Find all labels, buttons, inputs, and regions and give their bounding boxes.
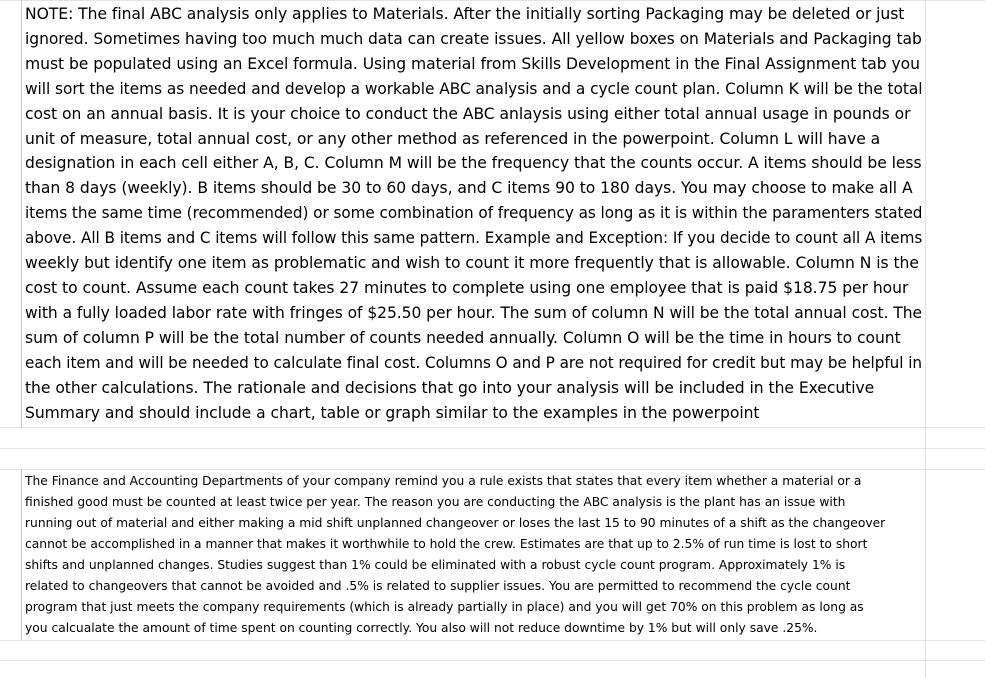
finance-line: running out of material and either making a mid shift unplanned changeover or loses the last 15 to 90 minutes of a shift as the changeover — [25, 516, 886, 530]
finance-line: you calcualate the amount of time spent on counting correctly. You also will not reduce downtime by 1% but will only save .25%. — [25, 621, 818, 635]
finance-line: finished good must be counted at least twice per year. The reason you are conducting the ABC analysis is the plant has an issue with — [25, 495, 846, 509]
note-line: items the same time (recommended) or some combination of frequency as long as it is within the paramenters stated — [25, 204, 923, 223]
note-line: will sort the items as needed and develop a workable ABC analysis and a cycle count plan. Column K will be the total — [25, 79, 923, 98]
note-line: with a fully loaded labor rate with fringes of $25.50 per hour. The sum of column N will be the total annual cost. The — [25, 303, 922, 322]
row-gridline — [0, 448, 985, 449]
finance-line: The Finance and Accounting Departments of your company remind you a rule exists that states that every item whether a material or a — [25, 474, 862, 488]
note-line: ignored. Sometimes having too much much data can create issues. All yellow boxes on Materials and Packaging tab — [25, 29, 922, 48]
finance-rule-cell[interactable] — [21, 470, 925, 640]
note-line: cost on an annual basis. It is your choice to conduct the ABC anlaysis using either total annual usage in pounds or — [25, 104, 911, 123]
note-line: cost to count. Assume each count takes 27 minutes to complete using one employee that is paid $18.75 per hour — [25, 278, 909, 297]
note-line: weekly but identify one item as problematic and wish to count it more frequently that is allowable. Column N is the — [25, 254, 919, 273]
note-line: designation in each cell either A, B, C. Column M will be the frequency that the counts occur. A items should be less — [25, 154, 922, 173]
row-gridline — [0, 640, 985, 641]
finance-line: cannot be accomplished in a manner that makes it worthwhile to hold the crew. Estimates are that up to 2.5% of run time is lost to short — [25, 537, 868, 551]
note-line: unit of measure, total annual cost, or any other method as referenced in the powerpoint. Column L will have a — [25, 129, 881, 148]
finance-line: related to changeovers that cannot be avoided and .5% is related to supplier issues. You are permitted to recommend the cycle count — [25, 579, 851, 593]
finance-line: program that just meets the company requirements (which is already partially in place) and you will get 70% on this problem as long as — [25, 600, 864, 614]
column-gridline — [925, 0, 926, 678]
finance-line: shifts and unplanned changes. Studies suggest than 1% could be eliminated with a robust cycle count program. Approximately 1% is — [25, 558, 846, 572]
row-gridline — [0, 427, 985, 428]
note-cell[interactable] — [21, 0, 925, 427]
note-line: NOTE: The final ABC analysis only applies to Materials. After the initially sorting Packaging may be deleted or just — [25, 5, 905, 23]
note-line: than 8 days (weekly). B items should be 30 to 60 days, and C items 90 to 180 days. You may choose to make all A — [25, 179, 913, 198]
note-line: above. All B items and C items will follow this same pattern. Example and Exception: If you decide to count all A items — [25, 229, 923, 248]
note-line: each item and will be needed to calculate final cost. Columns O and P are not required for credit but may be helpful in — [25, 353, 922, 372]
note-line: must be populated using an Excel formula. Using material from Skills Development in the Final Assignment tab you — [25, 54, 920, 73]
note-line: the other calculations. The rationale and decisions that go into your analysis will be included in the Executive — [25, 378, 875, 397]
row-gridline — [0, 660, 985, 661]
note-line: Summary and should include a chart, table or graph similar to the examples in the powerpoint — [25, 403, 760, 422]
note-line: sum of column P will be the total number of counts needed annually. Column O will be the time in hours to count — [25, 328, 901, 347]
